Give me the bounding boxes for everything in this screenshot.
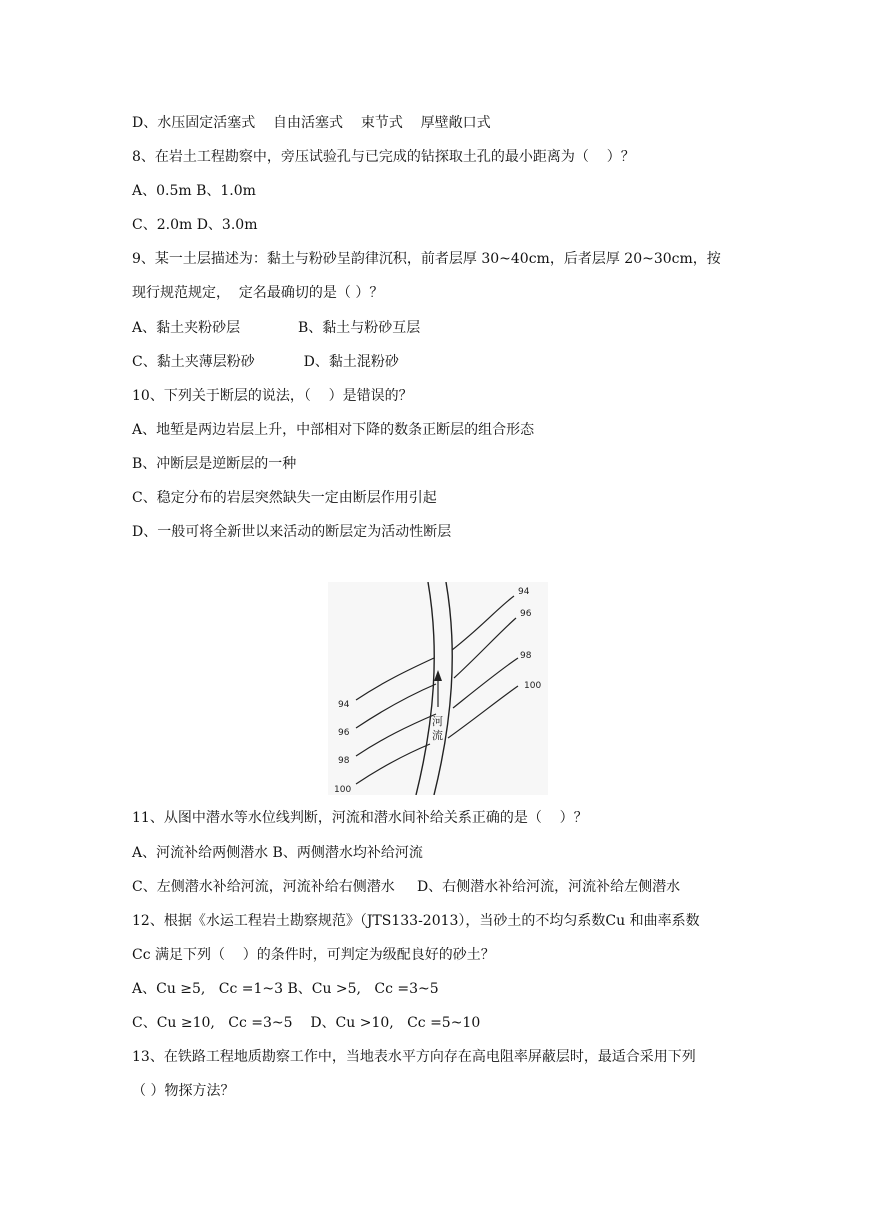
question-10: 10、下列关于断层的说法，（ ）是错误的？ [132,388,413,404]
contour-label-right: 96 [520,609,532,619]
question-11: 11、从图中潜水等水位线判断，河流和潜水间补给关系正确的是（ ）？ [132,810,588,826]
contour-line [453,658,518,708]
contour-label-left: 94 [338,700,350,710]
contour-label-right: 98 [520,651,532,661]
contour-label-left: 96 [338,728,350,738]
question-13: 13、在铁路工程地质勘察工作中，当地表水平方向存在高电阻率屏蔽层时，最适合采用下列 [132,1049,696,1065]
contour-label-left: 98 [338,756,350,766]
question-12: 12、根据《水运工程岩土勘察规范》（JTS133-2013），当砂土的不均匀系数Cu 和曲率系数 [132,913,700,929]
option-line: A、Cu ≥5, Cc =1~3 B、Cu >5, Cc =3~5 [132,981,439,997]
river-label-2: 流 [432,729,443,742]
option-line: A、0.5m B、1.0m [132,183,256,199]
option-line: D、一般可将全新世以来活动的断层定为活动性断层 [132,524,452,540]
option-line: C、Cu ≥10, Cc =3~5 D、Cu >10, Cc =5~10 [132,1015,481,1031]
option-line: C、左侧潜水补给河流，河流补给右侧潜水 D、右侧潜水补给河流，河流补给左侧潜水 [132,879,681,895]
river-label-1: 河 [432,715,443,728]
groundwater-contour-figure [328,582,548,795]
question-9-cont: 现行规范规定， 定名最确切的是（ ）？ [132,285,384,301]
option-line: A、河流补给两侧潜水 B、两侧潜水均补给河流 [132,845,423,861]
question-8: 8、在岩土工程勘察中，旁压试验孔与已完成的钻探取土孔的最小距离为（ ）？ [132,149,635,165]
flow-arrow-icon [434,670,442,681]
option-line: D、水压固定活塞式 自由活塞式 束节式 厚壁敞口式 [132,115,491,131]
river-bank-right [434,582,452,795]
contour-line [356,658,434,700]
contour-line [356,684,436,728]
option-line: A、地堑是两边岩层上升，中部相对下降的数条正断层的组合形态 [132,422,535,438]
contour-line [356,744,430,784]
contour-label-right: 100 [524,681,542,691]
contour-line [452,596,514,650]
option-line: C、2.0m D、3.0m [132,217,258,233]
contour-line [448,686,518,738]
question-9: 9、某一土层描述为：黏土与粉砂呈韵律沉积，前者层厚 30~40cm，后者层厚 20~30cm，按 [132,251,721,267]
question-12-cont: Cc 满足下列（ ）的条件时，可判定为级配良好的砂土？ [132,947,495,963]
contour-label-right: 94 [518,587,530,597]
question-13-cont: （ ）物探方法？ [132,1083,235,1099]
option-line: C、稳定分布的岩层突然缺失一定由断层作用引起 [132,490,437,506]
option-line: A、黏土夹粉砂层 B、黏土与粉砂互层 [132,320,421,336]
contour-line [454,618,516,678]
contour-label-left: 100 [334,785,352,795]
option-line: B、冲断层是逆断层的一种 [132,456,297,472]
option-line: C、黏土夹薄层粉砂 D、黏土混粉砂 [132,354,399,370]
